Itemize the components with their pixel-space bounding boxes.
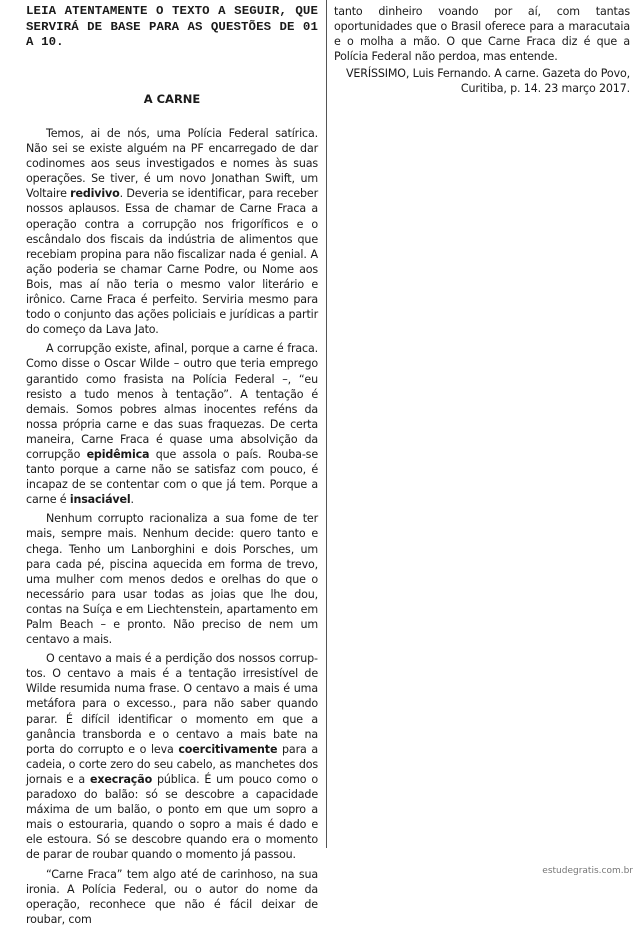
highlighted-word: redivivo xyxy=(70,187,120,201)
site-watermark: estudegratis.com.br xyxy=(542,866,633,876)
paragraph-text: para a cadeia, o corte zero do seu cabelo, as manchetes dos jornais e a xyxy=(26,742,318,786)
highlighted-word: epidêmica xyxy=(86,447,150,461)
instruction-heading: LEIA ATENTAMENTE O TEXTO A SEGUIR, QUE SERVIRÁ DE BASE PARA AS QUESTÕES DE 01 A 10. xyxy=(26,4,318,49)
article-source: VERÍSSIMO, Luis Fernando. A carne. Gazeta do Povo, Curitiba, p. 14. 23 março 2017. xyxy=(345,67,630,96)
article-body xyxy=(26,126,318,931)
article-paragraph xyxy=(26,511,318,647)
article-title: A CARNE xyxy=(143,92,201,106)
right-column xyxy=(334,4,630,97)
paragraph-text: “Carne Fraca” tem algo até de carinhoso, na sua ironia. A Polícia Federal, ou o autor do nome da operação, reconhece que não é fácil deixar de roubar, com xyxy=(26,867,318,926)
highlighted-word: coercitivamente xyxy=(178,742,278,756)
paragraph-text: Temos, ai de nós, uma Polícia Federal satírica. Não sei se existe alguém na PF encarregado de dar codinomes aos seus investigados e nomes às suas operações. Se tiver, é um novo Jonathan Swift, um Voltaire xyxy=(26,127,318,201)
article-paragraph xyxy=(26,126,318,337)
paragraph-text: . xyxy=(130,493,134,507)
paragraph-text: A corrupção existe, afinal, porque a carne é fraca. Como disse o Oscar Wilde – outro que teria emprego garantido como frasista na Polícia Federal –, “eu resisto a tudo menos à tentação”. A tentação é demais. Somos pobres almas inocentes reféns da nossa própria carne e das suas fraquezas. De certa maneira, Carne Fraca é quase uma absolvição da corrupção xyxy=(26,342,318,461)
paragraph-text: . Deveria se identificar, para receber nossos aplausos. Essa de chamar de Carne Fraca a operação contra a corrupção nos frigoríficos e o escândalo dos fiscais da indústria de alimentos que recebiam propina para não fiscalizar nada é genial. A ação poderia se chamar Carne Podre, ou Nome aos Bois, mas aí não teria o mesmo valor literário e irônico. Carne Fraca é perfeito. Serviria mesmo para todo o conjunto das ações policiais e jurídicas a partir do começo da Lava Jato. xyxy=(26,187,318,337)
left-column xyxy=(26,4,318,926)
column-divider xyxy=(326,0,327,848)
highlighted-word: insaciável xyxy=(69,493,131,507)
article-paragraph xyxy=(26,341,318,507)
article-continuation: tanto dinheiro voando por aí, com tantas oportunidades que o Brasil oferece para a maracutaia e o molha a mão. O que Carne Fraca diz é que a Polícia Federal não perdoa, mas entende. xyxy=(334,5,630,64)
paragraph-text: Nenhum corrupto racionaliza a sua fome de ter mais, sempre mais. Nenhum decide: quero tanto e chega. Tenho um Lanborghini e dois Porsches, um para cada pé, piscina aquecida em forma de trevo, uma mulher com menos dedos e orelhas do que o necessário para usar todas as joias que lhe dou, contas na Suíça e em Liechtenstein, apartamento em Palm Beach – e pronto. Não preciso de nem um centavo a mais. xyxy=(26,512,318,647)
highlighted-word: execração xyxy=(89,772,153,786)
paragraph-text: pública. É um pouco como o paradoxo do balão: só se descobre a capacidade máxima de um balão, o ponto em que um sopro a mais o estouraria, quando o sopro a mais é dado e ele estoura. Só se descobre quando era o momento de parar de roubar quando o momento já passou. xyxy=(26,772,318,862)
article-paragraph xyxy=(26,651,318,862)
paragraph-text: O centavo a mais é a perdição dos nossos corruptos. O centavo a mais é a tentação irresistível de Wilde resumida numa frase. O centavo a mais é uma metáfora para o excesso., para não saber quando parar. É difícil identificar o momento em que a ganância transborda e o centavo a mais bate na porta do corrupto e o leva xyxy=(26,652,318,756)
article-paragraph xyxy=(26,867,318,927)
paragraph-text: que assola o país. Rouba-se tanto porque a carne não se satisfaz com pouco, é incapaz de se contentar com o que já tem. Porque a carne é xyxy=(26,447,318,507)
